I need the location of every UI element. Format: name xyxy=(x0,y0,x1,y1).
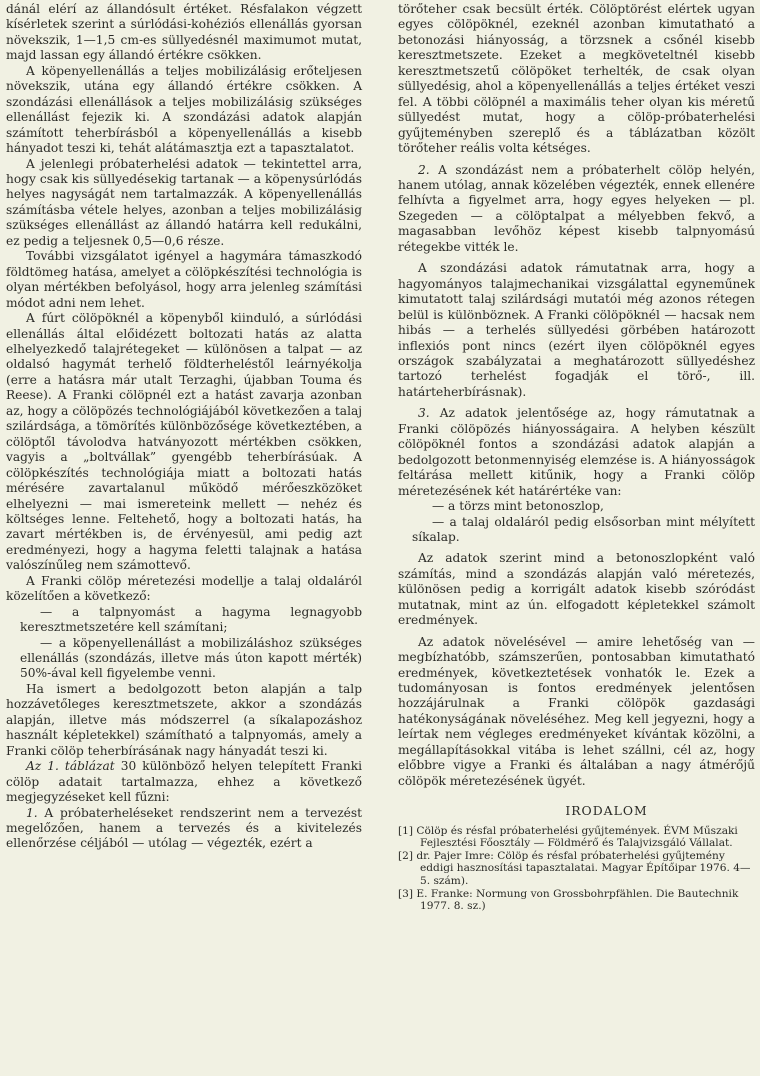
paragraph-text: A próbaterheléseket rendszerint nem a tervezést megelőzően, hanem a tervezés és a kivitelezés ellenőrzése céljából — utólag — végezték, ezért a xyxy=(6,805,362,851)
references-heading: IRODALOM xyxy=(565,803,648,819)
paragraph-text: 30 különböző helyen telepített Franki cölöp adatait tartalmazza, ehhez a következő megjegyzéseket kell fűzni: xyxy=(6,759,362,805)
paragraph: További vizsgálatot igényel a hagymára támaszkodó földtömeg hatása, amelyet a cölöpkészítési technológia is olyan mértékben befolyásol, hogy arra jelenleg számítási módot adni nem lehet. xyxy=(6,249,362,310)
paragraph xyxy=(398,406,755,499)
right-column xyxy=(398,2,755,913)
point-number: 2. xyxy=(418,162,430,177)
point-number: 3. xyxy=(418,406,430,421)
paragraph xyxy=(6,806,362,852)
list-item: — a talpnyomást a hagyma legnagyobb keresztmetszetére kell számítani; xyxy=(20,604,362,635)
paragraph: Az adatok növelésével — amire lehetőség van — megbízhatóbb, számszerűen, pontosabban kimutatható eredmények, következtetések vonhatók le. Ezek a tudományosan is fontos eredmények jelentősen hozzájárulnak a Franki cölöpök gazdasági hatékonyságának növeléséhez. Meg kell jegyezni, hogy a leírtak nem végleges eredményeket kívántak közölni, a megállapításokkal vitába is lehet szállni, cél az, hogy előbbre vigye a Franki és általában a nagy átmérőjű cölöpök méretezésének ügyét. xyxy=(398,634,755,788)
list-item: — a köpenyellenállást a mobilizáláshoz szükséges ellenállás (szondázás, illetve más úton kapott mérték) 50%-ával kell figyelembe venni. xyxy=(20,635,362,681)
list-item: — a talaj oldaláról pedig elsősorban mint mélyített síkalap. xyxy=(412,514,755,544)
table-reference: Az 1. táblázat xyxy=(26,759,115,774)
paragraph: A jelenlegi próbaterhelési adatok — tekintettel arra, hogy csak kis süllyedésekig tartanak — a köpenysúrlódás helyes nagyságát nem tartalmazzák. A köpenyellenállás számításba vétele helyes, azonban a teljes mobilizálásig szükséges ellenállást az állandó határra kell redukálni, ez pedig a teljesnek 0,5—0,6 része. xyxy=(6,156,362,248)
paragraph: A Franki cölöp méretezési modellje a talaj oldaláról közelítően a következő: xyxy=(6,573,362,604)
point-number: 1. xyxy=(26,805,38,820)
left-column xyxy=(6,2,362,852)
reference-item: [1] Cölöp és résfal próbaterhelési gyűjtemények. ÉVM Műszaki Fejlesztési Főosztály — Földmérő és Talajvizsgáló Vállalat. xyxy=(398,824,738,850)
paragraph: A fúrt cölöpöknél a köpenyből kiinduló, a súrlódási ellenállás által előidézett boltozati hatás az alatta elhelyezkedő talajrétegeket — különösen a talpat — az oldalsó hagymát terhelő földterheléstől leárnyékolja (erre a hatásra már utalt Terzaghi, újabban Touma és Reese). A Franki cölöpnél ezt a hatást zavarja azonban az, hogy a cölöpözés technológiájából következően a talaj szilárdsága, a tömörítés különbözősége következtében, a cölöptől távolodva hatványozott mértékben csökken, vagyis a „boltvállak” gyengébb teherbírásúak. A cölöpkészítés technológiája miatt a boltozati hatás mérésére zavartalanul működő mérőeszközöket elhelyezni — mai ismereteink mellett — nehéz és költséges lenne. Feltehető, hogy a boltozati hatás, ha zavart mértékben is, de érvényesül, ami pedig azt eredményezi, hogy a hagyma feletti talajnak a hatása valószínűleg nem számottevő. xyxy=(6,311,363,573)
paragraph xyxy=(6,759,362,805)
reference-item: [3] E. Franke: Normung von Grossbohrpfählen. Die Bautechnik 1977. 8. sz.) xyxy=(398,887,739,913)
paragraph: törőteher csak becsült érték. Cölöptörést elértek ugyan egyes cölöpöknél, ezeknél azonban kimutatható a betonozási hiányosság, a törzsnek a csőnél kisebb keresztmetszete. Ezeket a megköveteltnél kisebb keresztmetszetű cölöpöket terhelték, de csak olyan süllyedésig, ahol a köpenyellenállás a teljes értéket veszi fel. A többi cölöpnél a maximális teher olyan kis méretű süllyedést mutat, hogy a cölöp-próbaterhelési gyűjteményben szereplő és a táblázatban közölt törőteher reális volta kétséges. xyxy=(398,2,755,156)
paragraph: Ha ismert a bedolgozott beton alapján a talp hozzávetőleges keresztmetszete, akkor a szondázás alapján, illetve más módszerrel (a síkalapozáshoz használt képletekkel) számítható a talpnyomás, amely a Franki cölöp teherbírásának nagy hányadát teszi ki. xyxy=(6,681,362,758)
paragraph-text: A szondázást nem a próbaterhelt cölöp helyén, hanem utólag, annak közelében végezték, ennek ellenére felhívta a figyelmet arra, hogy egyes helyeken — pl. Szegeden — a cölöptalpat a mélyebben fekvő, a magasabban levőhöz képest kisebb talpnyomású rétegekbe vitték le. xyxy=(398,162,755,254)
paragraph: A szondázási adatok rámutatnak arra, hogy a hagyományos talajmechanikai vizsgálattal egyneműnek kimutatott talaj szilárdsági mutatói még azonos rétegen belül is különböznek. A Franki cölöpöknél — hacsak nem hibás — a terhelés süllyedési görbében határozott inflexiós pont nincs (ezért ilyen cölöpöknél egyes országok szabályzatai a meghatározott süllyedéshez tartozó terhelést fogadják el törő-, ill. határteherbírásnak). xyxy=(398,261,755,399)
reference-item: [2] dr. Pajer Imre: Cölöp és résfal próbaterhelési gyűjtemény eddigi hasznosítási tapasztalatai. Magyar Építőipar 1976. 4—5. szám). xyxy=(398,849,751,888)
paragraph: Az adatok szerint mind a betonoszlopként való számítás, mind a szondázás alapján való méretezés, különösen pedig a korrigált adatok kisebb szóródást mutatnak, mint az ún. elfogadott képletekkel számolt eredmények. xyxy=(398,551,755,628)
paragraph: dánál elérí az állandósult értéket. Résfalakon végzett kísérletek szerint a súrlódási-kohéziós ellenállás gyorsan növekszik, 1—1,5 cm-es süllyedésnél maximumot mutat, majd lassan egy állandó értékre csökken. xyxy=(6,2,362,63)
list-item: — a törzs mint betonoszlop, xyxy=(432,499,604,514)
paragraph xyxy=(398,163,755,256)
paragraph-text: Az adatok jelentősége az, hogy rámutatnak a Franki cölöpözés hiányosságaira. A helyben készült cölöpöknél fontos a szondázási adatok alapján a bedolgozott betonmennyiség elemzése is. A hiányosságok feltárása mellett kitűnik, hogy a Franki cölöp méretezésének két határértéke van: xyxy=(398,406,755,498)
references-list xyxy=(398,825,755,913)
paragraph: A köpenyellenállás a teljes mobilizálásig erőteljesen növekszik, utána egy állandó értékre csökken. A szondázási ellenállások a teljes mobilizálásig szükséges ellenállást fejezik ki. A szondázási adatok alapján számított teherbírásból a köpenyellenállás a kisebb hányadot teszi ki, tehát alátámasztja ezt a tapasztalatot. xyxy=(6,63,362,156)
